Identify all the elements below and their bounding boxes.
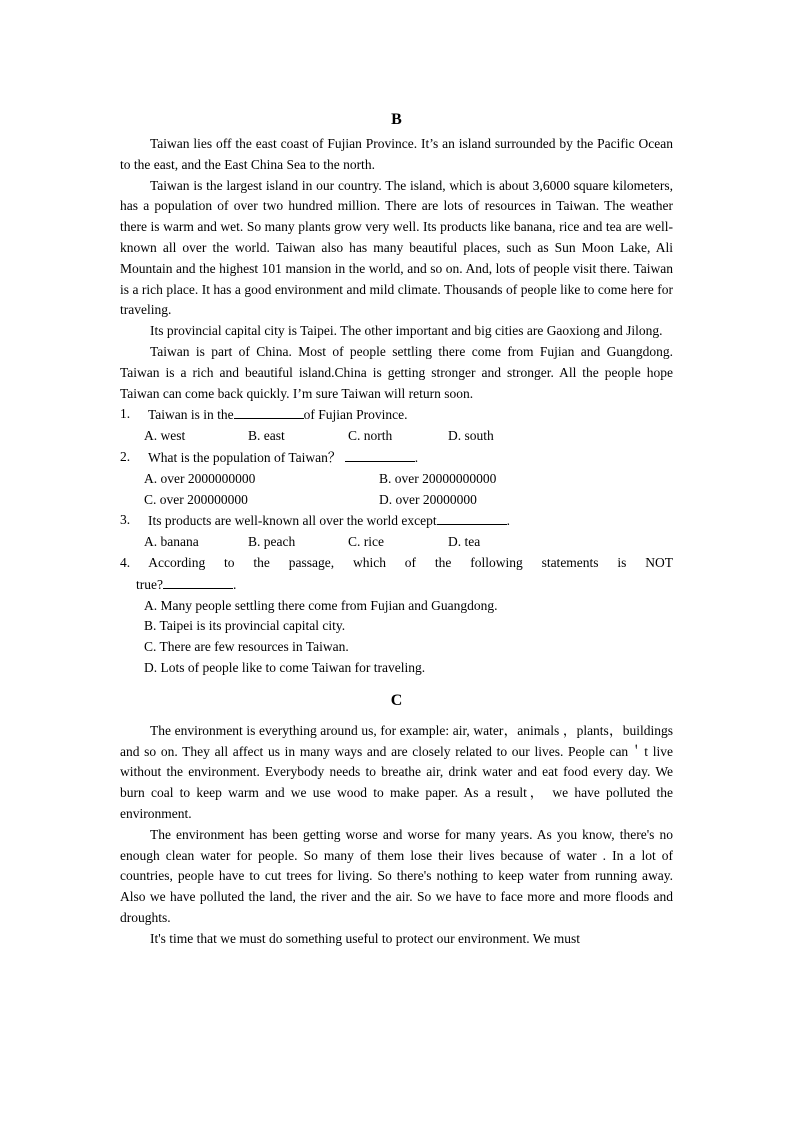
- section-c-title: C: [390, 691, 403, 709]
- answer-blank[interactable]: [234, 404, 304, 419]
- option-d[interactable]: D. south: [448, 428, 494, 444]
- section-c-paragraph-3: It's time that we must do something useful to protect our environment. We must: [150, 930, 581, 946]
- question-2-options-row-2: [144, 490, 673, 511]
- option-b[interactable]: B. east: [248, 428, 285, 444]
- question-text: Its products are well-known all over the world except .: [148, 510, 673, 532]
- option-a[interactable]: A. over 2000000000: [144, 470, 256, 486]
- question-4: [120, 553, 673, 574]
- option-a[interactable]: A. Many people settling there come from Fujian and Guangdong.: [144, 597, 498, 613]
- question-3-options: [144, 532, 673, 553]
- section-b-title: B: [391, 111, 402, 128]
- section-c-paragraph-1: The environment is everything around us, for example: air, water，animals ，plants，buildings and so on. They all affect us in many ways and are closely related to our lives. People can＇t live without the environment. Everybody needs to breathe air, drink water and eat food every day. We burn coal to keep warm and we use wood to make paper. As a result， we have polluted the environment.: [120, 722, 673, 821]
- option-c[interactable]: C. rice: [348, 534, 384, 550]
- option-c[interactable]: C. north: [348, 428, 393, 444]
- section-c-paragraph-2: The environment has been getting worse and worse for many years. As you know, there's no enough clean water for people. So many of them lose their lives because of water . In a lot of countries, people have to cut trees for living. So there's nothing to keep water from running away. Also we have polluted the land, the river and the air. So we have to face more and more floods and droughts.: [120, 826, 673, 925]
- option-d[interactable]: D. Lots of people like to come Taiwan for traveling.: [144, 659, 426, 675]
- option-b[interactable]: B. over 20000000000: [379, 470, 497, 486]
- question-1: [120, 404, 673, 426]
- question-1-options: [144, 426, 673, 447]
- option-c[interactable]: C. over 200000000: [144, 491, 248, 507]
- question-number: 4.: [120, 554, 131, 570]
- question-text-line-1: According to the passage, which of the following statements is NOT: [148, 554, 673, 570]
- option-d[interactable]: D. over 20000000: [379, 491, 477, 507]
- section-b-paragraph-1: Taiwan lies off the east coast of Fujian Province. It’s an island surrounded by the Pacific Ocean to the east, and the East China Sea to the north.: [120, 136, 673, 172]
- section-b-paragraph-4: Taiwan is part of China. Most of people settling there come from Fujian and Guangdong. Taiwan is a rich and beautiful island.China is getting stronger and stronger. All the people hope Taiwan can come back quickly. I’m sure Taiwan will return soon.: [120, 343, 673, 401]
- answer-blank[interactable]: [437, 510, 507, 525]
- question-3: [120, 510, 673, 532]
- section-b-paragraph-3: Its provincial capital city is Taipei. The other important and big cities are Gaoxiong and Jilong.: [150, 323, 663, 339]
- question-number: 3.: [120, 512, 131, 528]
- question-4-continuation: true? .: [136, 574, 673, 596]
- option-b[interactable]: B. peach: [248, 534, 296, 550]
- option-c[interactable]: C. There are few resources in Taiwan.: [144, 639, 349, 655]
- option-b[interactable]: B. Taipei is its provincial capital city.: [144, 618, 346, 634]
- section-spacer: [120, 679, 673, 685]
- question-text: What is the population of Taiwan？ .: [148, 447, 673, 469]
- question-text: Taiwan is in the of Fujian Province.: [148, 404, 673, 426]
- question-2: [120, 447, 673, 469]
- option-a[interactable]: A. west: [144, 428, 186, 444]
- question-2-options-row-1: [144, 469, 673, 490]
- section-b-paragraph-2: Taiwan is the largest island in our country. The island, which is about 3,6000 square kilometers, has a population of over two hundred million. There are lots of resources in Taiwan. The weather there is warm and wet. So many plants grow very well. Its products like banana, rice and tea are well-known all over the world. Taiwan also has many beautiful places, such as Sun Moon Lake, Ali Mountain and the highest 101 mansion in the world, and so on. And, lots of people visit there. Taiwan is a rich place. It has a good environment and mild climate. Thousands of people like to come here for traveling.: [120, 177, 673, 318]
- question-number: 2.: [120, 448, 131, 464]
- answer-blank[interactable]: [345, 447, 415, 462]
- document-page: [120, 104, 673, 949]
- option-d[interactable]: D. tea: [448, 534, 481, 550]
- option-a[interactable]: A. banana: [144, 534, 199, 550]
- question-number: 1.: [120, 406, 131, 422]
- answer-blank[interactable]: [163, 574, 233, 589]
